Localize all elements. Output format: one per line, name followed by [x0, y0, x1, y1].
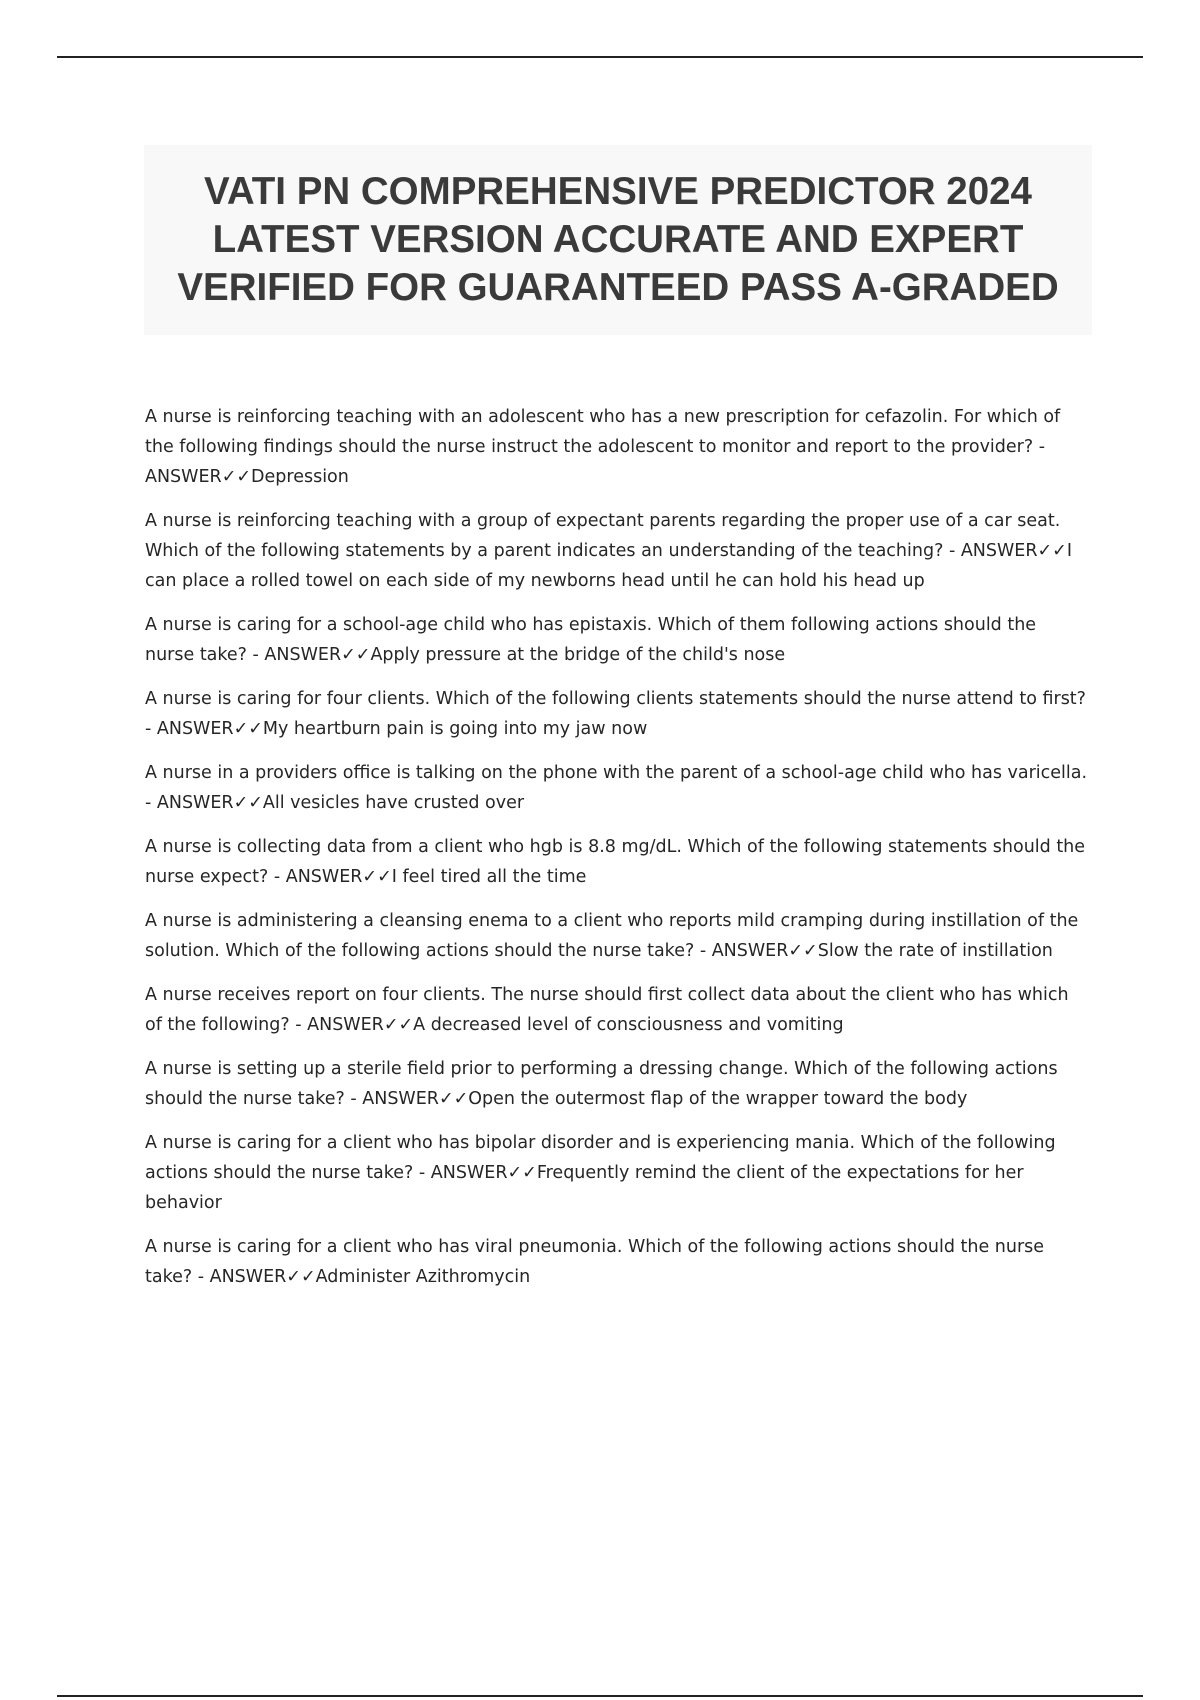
- qa-item: [145, 758, 1090, 818]
- answer-marker: - ANSWER✓✓: [145, 437, 1046, 487]
- answer-marker: - ANSWER✓✓: [246, 645, 371, 665]
- question-text: A nurse is collecting data from a client who hgb is 8.8 mg/dL. Which of the following statements should the nurse expect?: [145, 837, 1086, 887]
- question-text: A nurse in a providers office is talking on the phone with the parent of a school-age child who has varicella.: [145, 763, 1088, 783]
- question-text: A nurse is reinforcing teaching with a group of expectant parents regarding the proper use of a car seat. Which of the following statements by a parent indicates an understanding of the teaching?: [145, 511, 1061, 561]
- qa-item: [145, 402, 1090, 492]
- answer-text: All vesicles have crusted over: [262, 793, 525, 813]
- qa-item: [145, 980, 1090, 1040]
- question-text: A nurse is caring for a client who has viral pneumonia. Which of the following actions should the nurse take?: [145, 1237, 1045, 1287]
- answer-marker: - ANSWER✓✓: [145, 793, 263, 813]
- answer-marker: - ANSWER✓✓: [192, 1267, 316, 1287]
- answer-text: Apply pressure at the bridge of the child's nose: [370, 645, 786, 665]
- title-banner: [144, 145, 1092, 335]
- qa-item: [145, 610, 1090, 670]
- answer-text: I can place a rolled towel on each side of my newborns head until he can hold his head up: [145, 541, 1073, 591]
- answer-text: A decreased level of consciousness and vomiting: [413, 1015, 844, 1035]
- answer-marker: - ANSWER✓✓: [268, 867, 392, 887]
- answer-text: I feel tired all the time: [391, 867, 587, 887]
- answer-marker: - ANSWER✓✓: [145, 719, 263, 739]
- qa-item: [145, 1128, 1090, 1218]
- qa-item: [145, 832, 1090, 892]
- question-text: A nurse is caring for four clients. Which of the following clients statements should the nurse attend to first?: [145, 689, 1086, 709]
- qa-item: [145, 906, 1090, 966]
- bottom-rule: [57, 1695, 1143, 1697]
- answer-marker: - ANSWER✓✓: [413, 1163, 537, 1183]
- qa-item: [145, 684, 1090, 744]
- answer-text: Depression: [251, 467, 349, 487]
- question-text: A nurse is caring for a school-age child who has epistaxis. Which of them following actions should the nurse take?: [145, 615, 1037, 665]
- answer-text: Slow the rate of instillation: [817, 941, 1053, 961]
- qa-item: [145, 1232, 1090, 1292]
- answer-marker: - ANSWER✓✓: [943, 541, 1067, 561]
- document-title: VATI PN COMPREHENSIVE PREDICTOR 2024 LATEST VERSION ACCURATE AND EXPERT VERIFIED FOR GUARANTEED PASS A-GRADED: [177, 170, 1059, 309]
- answer-text: My heartburn pain is going into my jaw now: [262, 719, 648, 739]
- question-text: A nurse receives report on four clients. The nurse should first collect data about the client who has which of the following?: [145, 985, 1069, 1035]
- answer-text: Frequently remind the client of the expectations for her behavior: [145, 1163, 1024, 1213]
- answer-text: Administer Azithromycin: [315, 1267, 531, 1287]
- question-text: A nurse is reinforcing teaching with an adolescent who has a new prescription for cefazolin. For which of the following findings should the nurse instruct the adolescent to monitor and report to the provider?: [145, 407, 1061, 457]
- answer-marker: - ANSWER✓✓: [289, 1015, 414, 1035]
- top-rule: [57, 56, 1143, 58]
- question-text: A nurse is caring for a client who has bipolar disorder and is experiencing mania. Which of the following actions should the nurse take?: [145, 1133, 1056, 1183]
- answer-marker: - ANSWER✓✓: [694, 941, 818, 961]
- answer-text: Open the outermost flap of the wrapper toward the body: [468, 1089, 968, 1109]
- qa-item: [145, 1054, 1090, 1114]
- qa-list: [145, 402, 1090, 1306]
- question-text: A nurse is administering a cleansing enema to a client who reports mild cramping during instillation of the solution. Which of the following actions should the nurse take?: [145, 911, 1079, 961]
- question-text: A nurse is setting up a sterile field prior to performing a dressing change. Which of the following actions should the nurse take?: [145, 1059, 1058, 1109]
- qa-item: [145, 506, 1090, 596]
- answer-marker: - ANSWER✓✓: [344, 1089, 469, 1109]
